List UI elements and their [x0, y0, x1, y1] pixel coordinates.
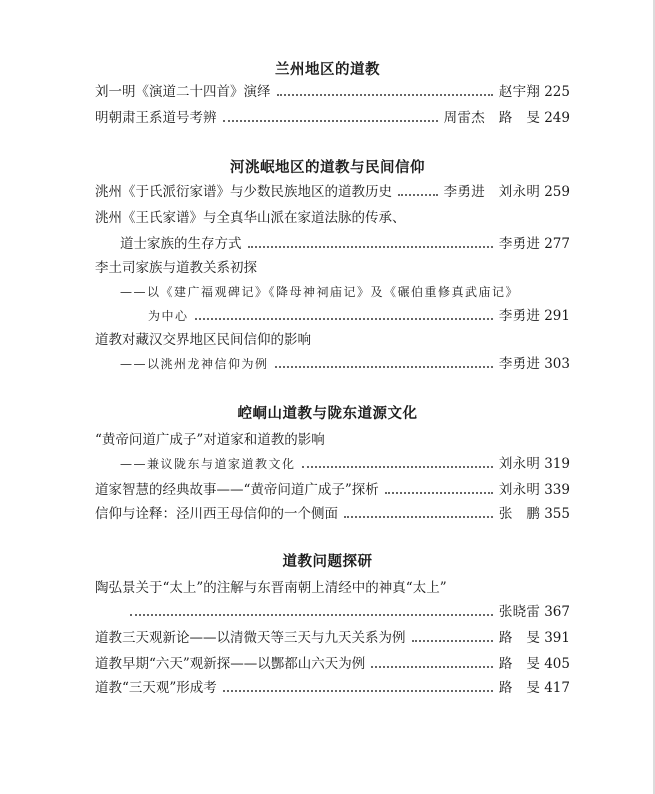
leader-dots	[277, 94, 493, 96]
entry-title: 洮州《王氏家谱》与全真华山派在家道法脉的传承、	[95, 210, 406, 226]
leader-dots	[223, 690, 493, 692]
entry-page: 367	[544, 604, 570, 620]
entry-page: 339	[544, 482, 570, 498]
toc-entry[interactable]	[120, 452, 570, 476]
entry-page: 405	[544, 656, 570, 672]
leader-dots	[344, 516, 493, 518]
toc-entry[interactable]	[120, 352, 570, 376]
leader-dots	[223, 120, 438, 122]
entry-subtitle: ——以洮州龙神信仰为例	[120, 357, 269, 371]
leader-dots	[248, 246, 493, 248]
toc-entry-subtitle-line	[120, 280, 570, 304]
toc-entry[interactable]	[95, 80, 570, 104]
entry-title: 道教早期“六天”观新探——以酆都山六天为例	[95, 656, 366, 672]
toc-entry-title-line[interactable]	[95, 576, 570, 600]
toc-entry-title-line[interactable]	[95, 256, 570, 280]
entry-title: 道家智慧的经典故事——“黄帝问道广成子”探析	[95, 482, 379, 498]
entry-author: 李勇进 刘永明	[443, 184, 541, 200]
toc-entry[interactable]	[95, 652, 570, 676]
entry-page: 391	[544, 630, 570, 646]
leader-dots	[371, 666, 493, 668]
entry-author: 路 旻	[498, 680, 541, 696]
entry-page: 225	[544, 84, 570, 100]
entry-title: 陶弘景关于“太上”的注解与东晋南朝上清经中的神真“太上”	[95, 580, 447, 596]
entry-author: 张 鹏	[498, 506, 541, 522]
entry-title: 道教三天观新论——以清微天等三天与九天关系为例	[95, 630, 406, 646]
toc-entry[interactable]	[95, 106, 570, 130]
leader-dots	[398, 194, 438, 196]
toc-entry[interactable]	[95, 676, 570, 700]
entry-page: 417	[544, 680, 570, 696]
entry-title-continued: 道士家族的生存方式	[120, 236, 242, 252]
entry-title: 明朝肃王系道号考辨	[95, 110, 217, 126]
entry-page: 303	[544, 356, 570, 372]
entry-author: 路 旻	[498, 630, 541, 646]
leader-dots	[412, 640, 493, 642]
leader-dots	[302, 466, 493, 468]
toc-entry-title-line[interactable]	[95, 428, 570, 452]
entry-subtitle-continued: 为中心	[148, 309, 189, 323]
entry-title: 李土司家族与道教关系初探	[95, 260, 257, 276]
toc-entry[interactable]	[95, 626, 570, 650]
leader-dots	[275, 366, 493, 368]
entry-page: 291	[544, 308, 570, 324]
section-heading: 兰州地区的道教	[275, 61, 380, 78]
entry-title: “黄帝问道广成子”对道家和道教的影响	[95, 432, 325, 448]
entry-author: 李勇进	[498, 308, 541, 324]
toc-entry[interactable]	[95, 478, 570, 502]
entry-subtitle: ——以《建广福观碑记》《降母神祠庙记》及《碾伯重修真武庙记》	[120, 285, 520, 299]
entry-page: 249	[544, 110, 570, 126]
leader-dots	[195, 318, 493, 320]
entry-subtitle: ——兼议陇东与道家道教文化	[120, 457, 296, 471]
toc-entry[interactable]	[95, 180, 570, 204]
entry-page: 355	[544, 506, 570, 522]
entry-page: 277	[544, 236, 570, 252]
entry-author: 李勇进	[498, 356, 541, 372]
leader-dots	[385, 492, 493, 494]
toc-entry[interactable]	[148, 304, 570, 328]
entry-author: 刘永明	[498, 482, 541, 498]
entry-title: 信仰与诠释：泾川西王母信仰的一个侧面	[95, 506, 338, 522]
entry-title: 洮州《于氏派衍家谱》与少数民族地区的道教历史	[95, 184, 392, 200]
entry-page: 259	[544, 184, 570, 200]
entry-author: 张晓雷	[498, 604, 541, 620]
leader-dots	[130, 614, 493, 616]
entry-author: 周雷杰 路 旻	[443, 110, 541, 126]
section-heading: 崆峒山道教与陇东道源文化	[237, 405, 418, 422]
toc-entry[interactable]	[120, 600, 570, 624]
entry-author: 赵宇翔	[498, 84, 541, 100]
entry-title: 道教对藏汉交界地区民间信仰的影响	[95, 332, 311, 348]
entry-title: 刘一明《演道二十四首》演绎	[95, 84, 271, 100]
toc-entry-title-line[interactable]	[95, 206, 570, 230]
toc-entry-title-line[interactable]	[95, 328, 570, 352]
entry-author: 刘永明	[498, 456, 541, 472]
section-heading: 河洮岷地区的道教与民间信仰	[230, 159, 425, 176]
entry-author: 路 旻	[498, 656, 541, 672]
entry-page: 319	[544, 456, 570, 472]
toc-entry[interactable]	[95, 502, 570, 526]
entry-author: 李勇进	[498, 236, 541, 252]
entry-title: 道教“三天观”形成考	[95, 680, 217, 696]
section-heading: 道教问题探研	[282, 553, 373, 570]
toc-entry[interactable]	[120, 232, 570, 256]
